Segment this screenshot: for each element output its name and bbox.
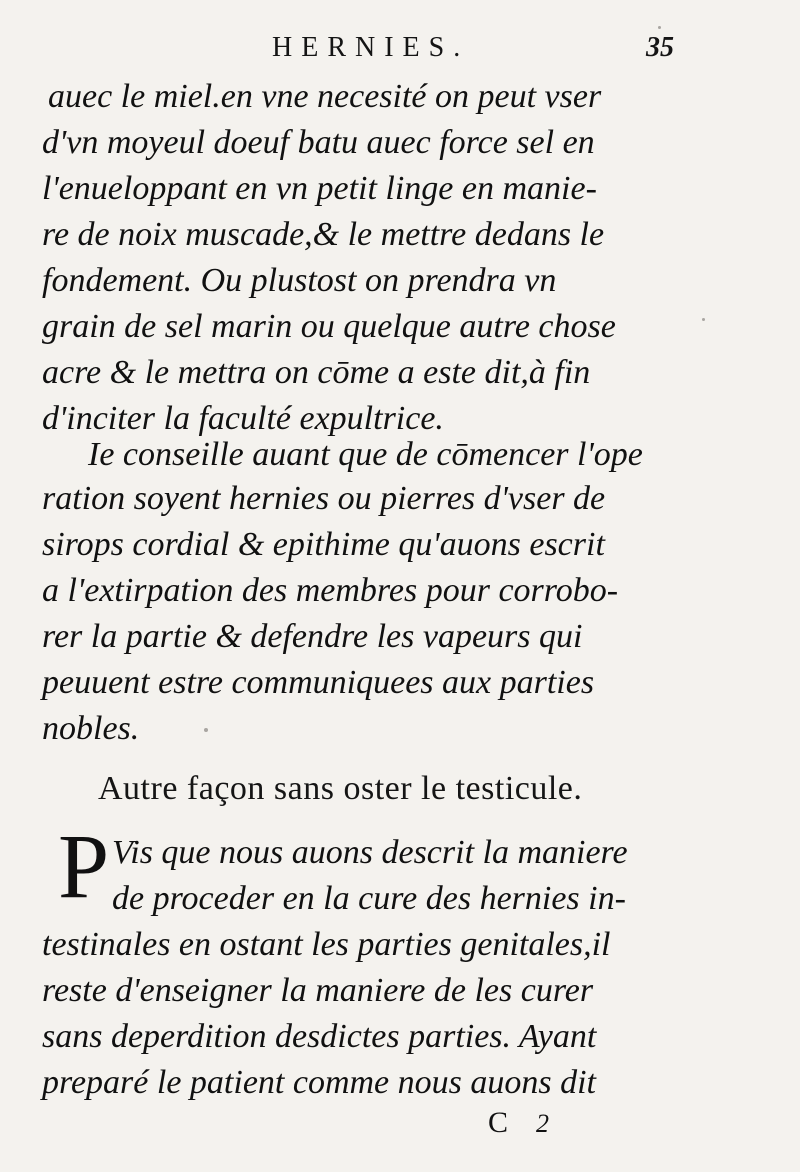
paper-speck	[204, 728, 208, 732]
signature-mark	[488, 1106, 549, 1140]
page-number: 35	[646, 32, 674, 63]
text-line: auec le miel.en vne necesité on peut vser	[48, 78, 602, 115]
text-line: a l'extirpation des membres pour corrobo-	[42, 572, 619, 609]
text-line: d'inciter la faculté expultrice.	[42, 400, 444, 437]
text-line: testinales en ostant les parties genitales,il	[42, 926, 611, 963]
text-line: Vis que nous auons descrit la maniere	[112, 834, 628, 871]
text-line: Ie conseille auant que de cōmencer l'ope	[88, 436, 643, 473]
text-line: grain de sel marin ou quelque autre chose	[42, 308, 616, 345]
text-line: rer la partie & defendre les vapeurs qui	[42, 618, 583, 655]
signature-letter: C	[488, 1106, 509, 1139]
text-line: acre & le mettra on cōme a este dit,à fin	[42, 354, 591, 391]
text-line: nobles.	[42, 710, 140, 747]
paper-speck	[702, 318, 705, 321]
signature-number: 2	[536, 1109, 550, 1138]
running-head-title: HERNIES.	[272, 32, 470, 63]
text-line: sirops cordial & epithime qu'auons escrit	[42, 526, 605, 563]
running-head	[0, 28, 800, 68]
text-line: sans deperdition desdictes parties. Ayant	[42, 1018, 597, 1055]
text-line: d'vn moyeul doeuf batu auec force sel en	[42, 124, 595, 161]
paper-speck	[658, 26, 661, 29]
section-heading: Autre façon sans oster le testicule.	[98, 770, 583, 807]
text-line: preparé le patient comme nous auons dit	[42, 1064, 596, 1101]
text-line: re de noix muscade,& le mettre dedans le	[42, 216, 605, 253]
text-line: de proceder en la cure des hernies in-	[112, 880, 626, 917]
text-line: peuuent estre communiquees aux parties	[42, 664, 595, 701]
drop-cap: P	[58, 815, 110, 917]
text-line: reste d'enseigner la maniere de les curer	[42, 972, 594, 1009]
text-line: ration soyent hernies ou pierres d'vser de	[42, 480, 606, 517]
text-line: fondement. Ou plustost on prendra vn	[42, 262, 557, 299]
text-line: l'enueloppant en vn petit linge en manie-	[42, 170, 597, 207]
